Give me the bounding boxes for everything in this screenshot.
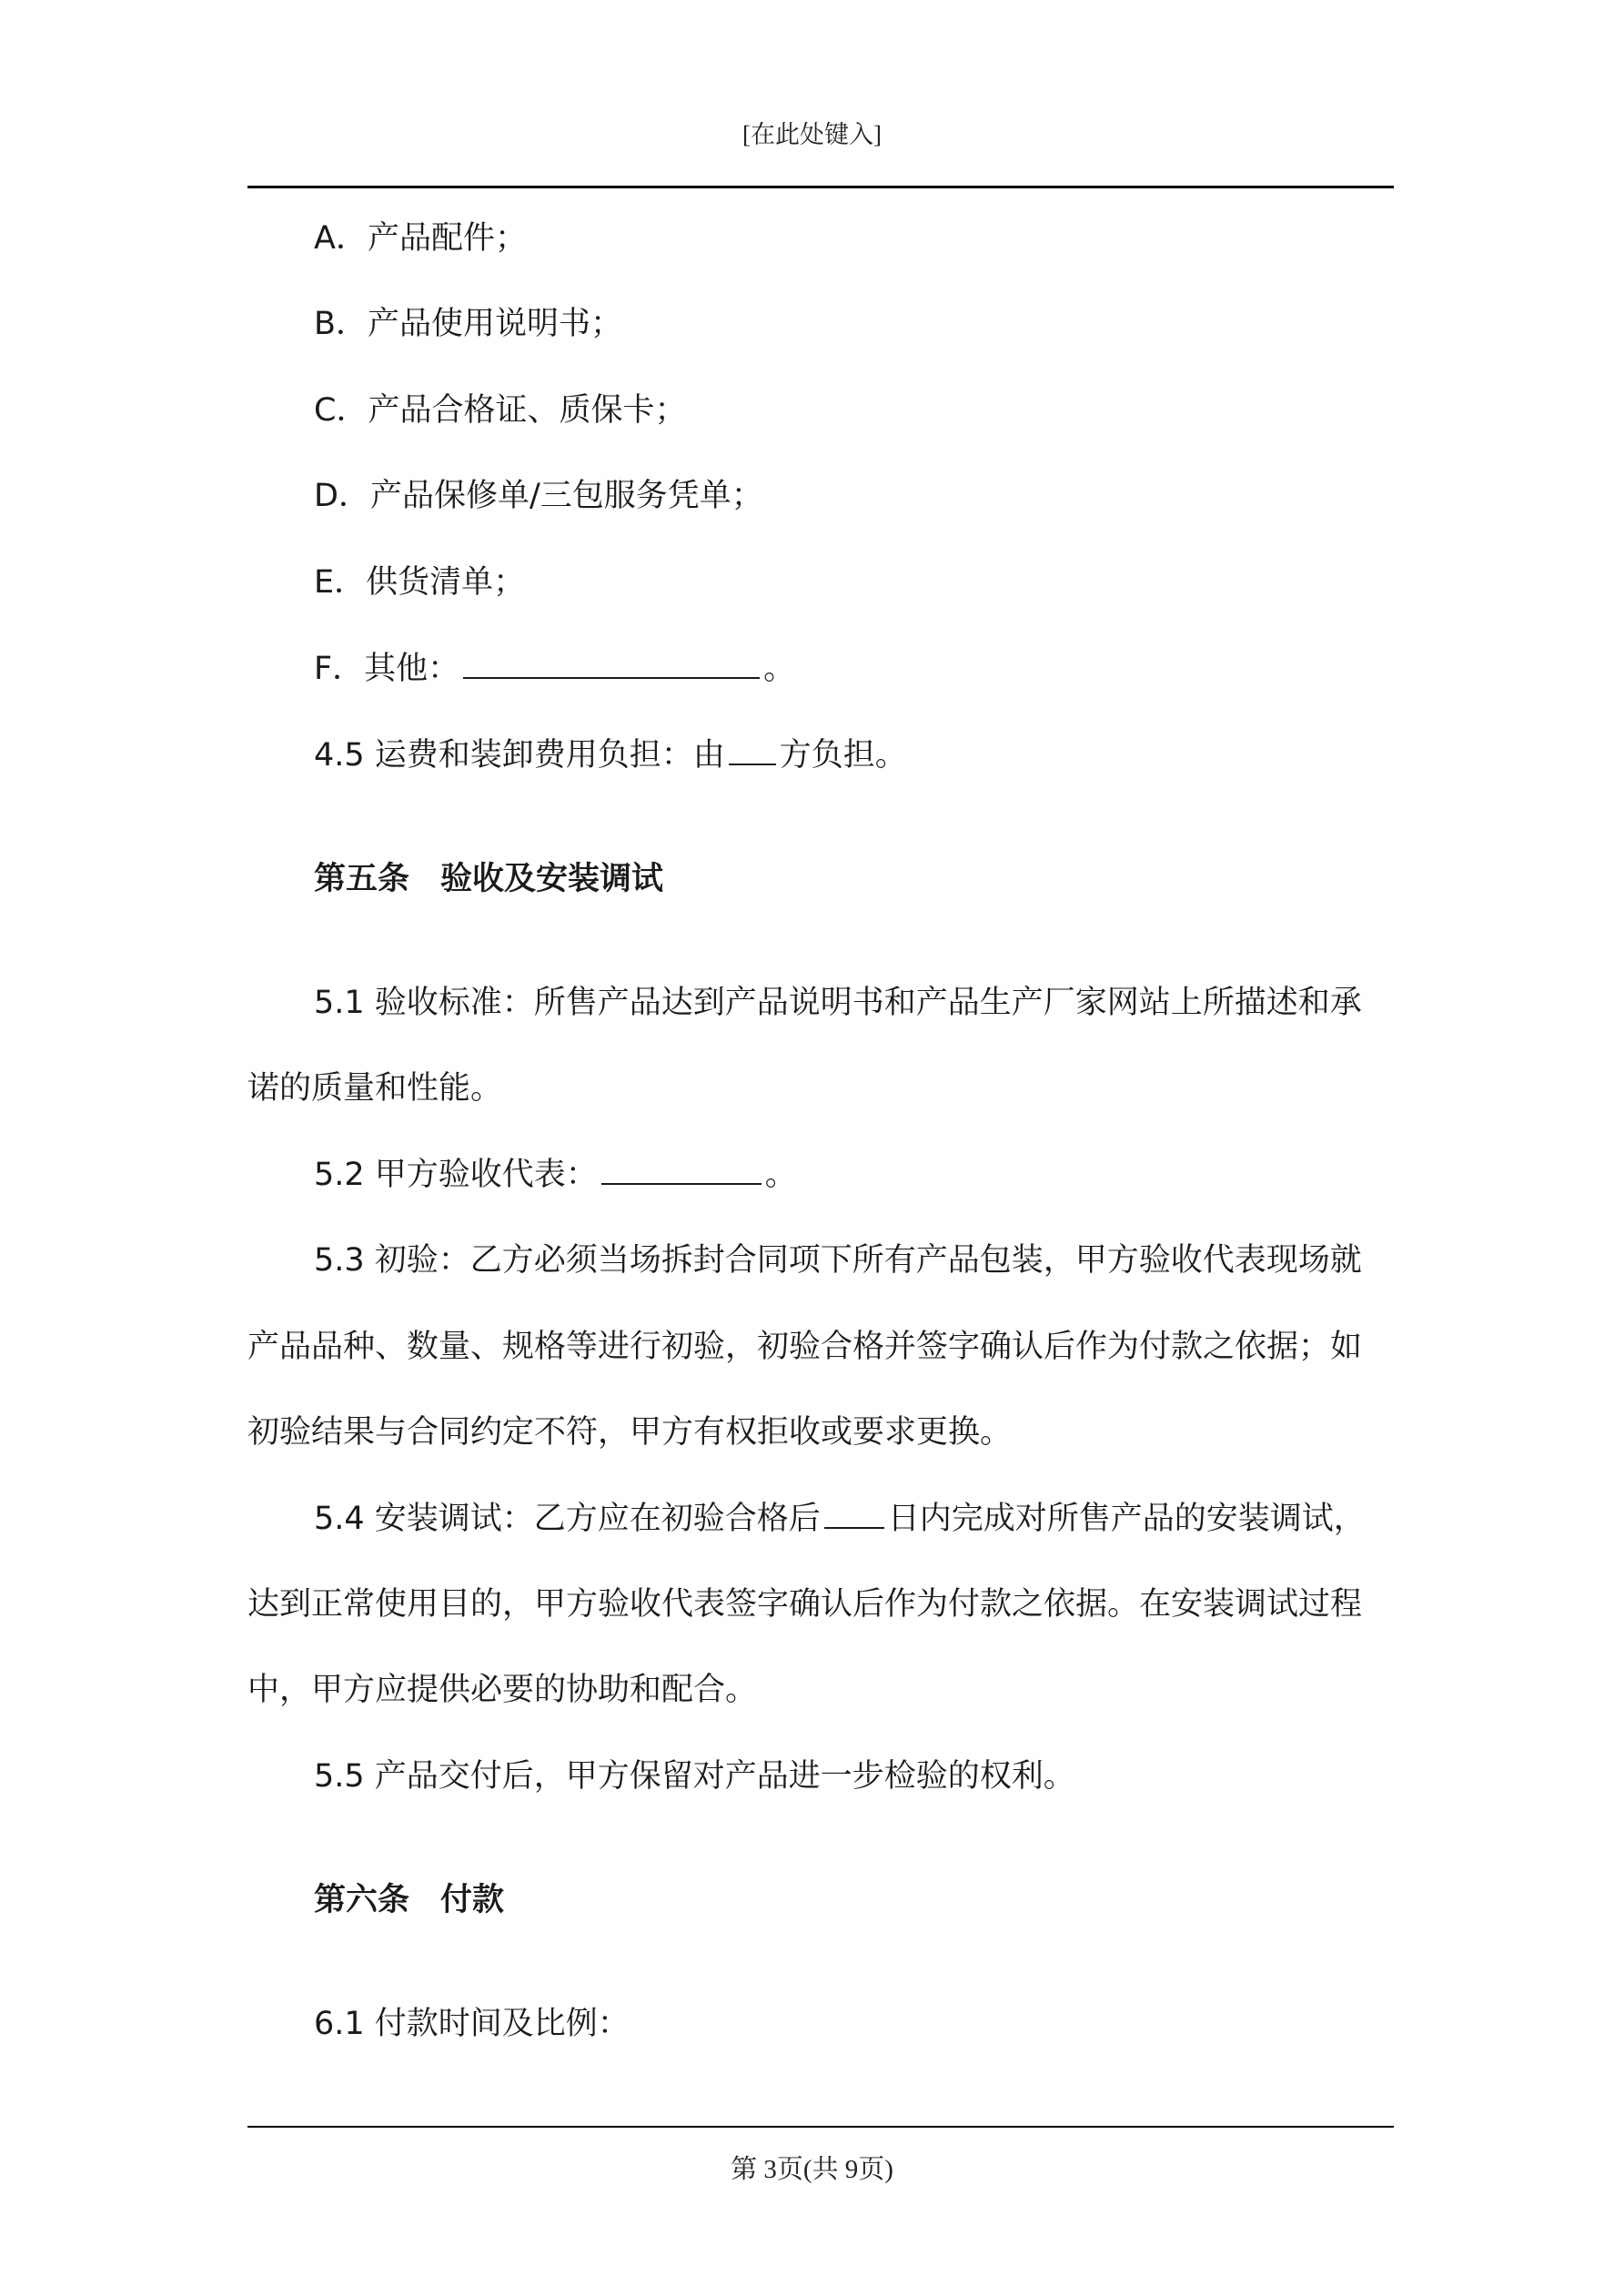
header-divider [247, 186, 1394, 188]
days-blank-field[interactable] [824, 1496, 884, 1529]
other-blank-field[interactable] [463, 646, 760, 679]
list-item: A．产品配件； [314, 220, 527, 257]
clause-5-4-line: 中，甲方应提供必要的协助和配合。 [247, 1672, 758, 1708]
clause-5-5: 5.5 产品交付后，甲方保留对产品进一步检验的权利。 [314, 1758, 1075, 1795]
section-5-heading [314, 857, 663, 901]
clause-5-3-line: 产品品种、数量、规格等进行初验，初验合格并签字确认后作为付款之依据；如 [247, 1329, 1363, 1365]
list-item: E．供货清单； [314, 564, 526, 601]
clause-4-5: 4.5 运费和装卸费用负担：由 方负担。 [314, 733, 907, 777]
list-item: B．产品使用说明书； [314, 306, 623, 342]
section-5-title: 验收及安装调试 [440, 861, 664, 897]
list-item: D．产品保修单/三包服务凭单； [314, 478, 763, 514]
page-number: 第 3页(共 9页) [731, 2155, 893, 2184]
acceptance-rep-blank-field[interactable] [601, 1152, 762, 1185]
clause-5-1-line: 5.1 验收标准：所售产品达到产品说明书和产品生产厂家网站上所描述和承 [314, 985, 1362, 1021]
page-header: [在此处键入] [742, 121, 882, 148]
party-blank-field[interactable] [729, 733, 776, 765]
footer-divider [247, 2126, 1394, 2128]
clause-5-3-line: 5.3 初验：乙方必须当场拆封合同项下所有产品包装，甲方验收代表现场就 [314, 1242, 1362, 1279]
clause-5-4-line: 5.4 安装调试：乙方应在初验合格后 日内完成对所售产品的安装调试， [314, 1496, 1366, 1541]
clause-5-1-line: 诺的质量和性能。 [247, 1070, 503, 1107]
clause-5-2: 5.2 甲方验收代表： 。 [314, 1152, 797, 1197]
section-5-number: 第五条 [314, 861, 410, 897]
other-suffix: 。 [763, 651, 796, 687]
list-item-other [314, 646, 795, 691]
section-6-number: 第六条 [314, 1882, 410, 1918]
clause-5-3-line: 初验结果与合同约定不符，甲方有权拒收或要求更换。 [247, 1414, 1013, 1451]
other-label: F．其他： [314, 651, 460, 687]
list-item: C．产品合格证、质保卡； [314, 392, 687, 429]
section-6-heading [314, 1878, 504, 1922]
clause-5-4-line: 达到正常使用目的，甲方验收代表签字确认后作为付款之依据。在安装调试过程 [247, 1586, 1363, 1623]
section-6-title: 付款 [440, 1882, 505, 1918]
clause-6-1: 6.1 付款时间及比例： [314, 2006, 630, 2042]
